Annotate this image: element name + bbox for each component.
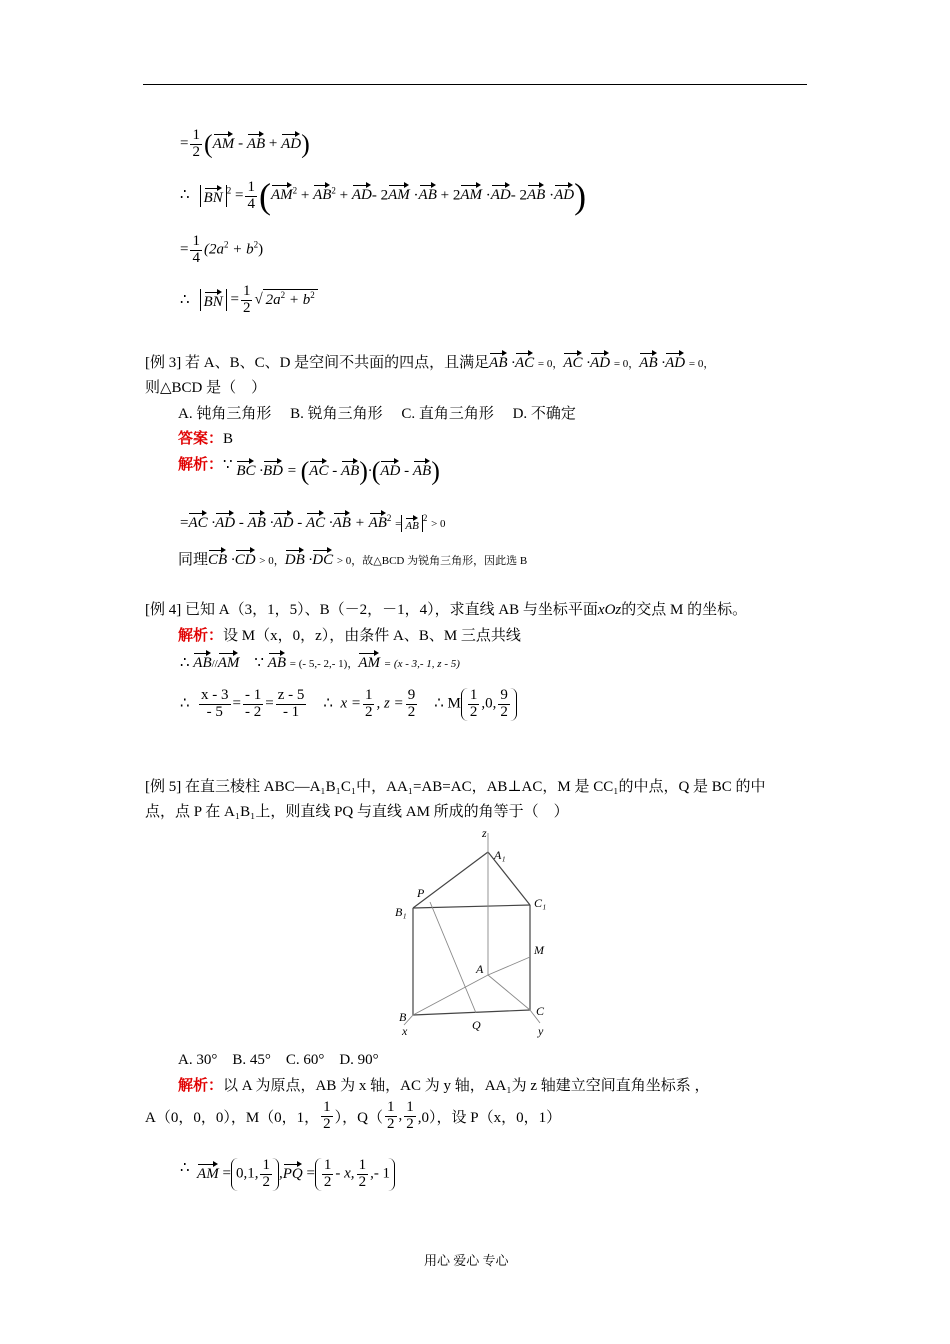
ex3-options: A. 钝角三角形 B. 锐角三角形 C. 直角三角形 D. 不确定 xyxy=(178,406,576,422)
ex3-expand: =AC ·AD - AB ·AD - AC $\cdot AB + AB^2 = AB^2 > 0$ xyxy=(180,510,446,532)
eq-line-2: ∴ BN $^2$ = $\frac{1}{4}$ ($AM^2 + AB^2 + AD-$ 2AM ·AB + 2AM ·AD- 2AB ·AD) xyxy=(180,176,587,216)
line-pq xyxy=(430,902,476,1013)
ex5-coords: A（0，0，0），M（0，1， $\frac{1}{2}$ ），Q（ $\frac{1}{2}$ , $\frac{1}{2}$ ,0），设 P（x，0，1） xyxy=(145,1099,562,1132)
label-b1: B₁ xyxy=(395,905,407,919)
edge-ac xyxy=(488,975,530,1010)
eq-line-4: ∴ BN = $\frac{1}{2}$ √ $2a^2 + b^2$ xyxy=(180,284,318,317)
line-am xyxy=(488,957,530,975)
label-z: z xyxy=(482,826,487,840)
label-b: B xyxy=(399,1010,407,1024)
ex5-analysis: 解析：以 A 为原点，AB 为 x 轴，AC 为 y 轴，AA₁为 z 轴建立空间直角坐标系 ， xyxy=(178,1078,710,1094)
label-c1: C₁ xyxy=(534,896,547,910)
label-y: y xyxy=(538,1024,544,1038)
eq-line-1: = $\frac{1}{2}$ (AM - AB + AD) xyxy=(180,127,310,160)
ex4-ratios: ∴ $\frac{x - 3}{- 5}$ = $\frac{- 1}{- 2}$ = $\frac{z - 5}{- 1}$ ∴ x = $\frac{1}{2}$ , z = $\frac{9}{2}$ ∴ M $\frac{1}{2}$ ,0, $\frac{9}{2}$ xyxy=(180,688,517,721)
ex4-analysis: 解析：设 M（x，0，z），由条件 A、B、M 三点共线 xyxy=(178,628,521,644)
ex3-title: [例 3] 若 A、B、C、D 是空间不共面的四点，且满足AB ·AC = 0，AC ·AD = 0，AB ·AD = 0， xyxy=(145,350,714,372)
ex5-title: [例 5] 在直三棱柱 ABC—A₁B₁C₁中，AA₁=AB=AC，AB⊥AC，M 是 CC₁的中点，Q 是 BC 的中 xyxy=(145,779,766,795)
label-a: A xyxy=(476,962,484,976)
ex4-collinear: ∴ AB//AM ∵ AB = (- 5,- 2,- 1)，AM = (x - 3,- 1, z - 5) xyxy=(180,650,460,672)
ex3-conclusion: 同理CB ·CD > 0，DB ·DC > 0，故△BCD 为锐角三角形，因此选 B xyxy=(178,547,527,569)
edge-bc xyxy=(413,1010,530,1015)
ex5-vectors: ∴ AM = 0,1, $\frac{1}{2}$ ,PQ = $\frac{1}{2}$ - x, $\frac{1}{2}$ ,- 1 xyxy=(180,1158,395,1191)
ex3-title2: 则△BCD 是（ ） xyxy=(145,380,267,396)
ex3-analysis: 解析：∵ BC ·BD = (AC - AB)·(AD - AB) xyxy=(178,456,440,486)
label-p: P xyxy=(417,886,425,900)
eq-line-3: = $\frac{1}{4}$ $(2a^2 + b^2)$ xyxy=(180,233,264,266)
ex5-title2: 点，点 P 在 A₁B₁上，则直线 PQ 与直线 AM 所成的角等于（ ） xyxy=(145,804,569,820)
edge-b1c1 xyxy=(413,905,530,908)
label-m: M xyxy=(534,943,544,957)
label-q: Q xyxy=(472,1018,481,1032)
ex4-title: [例 4] 已知 A（3，1，5）、B（－2，－1，4），求直线 AB 与坐标平面xOz的交点 M 的坐标。 xyxy=(145,602,748,618)
edge-ab xyxy=(413,975,488,1015)
prism-figure xyxy=(390,825,570,1040)
label-x: x xyxy=(402,1024,408,1038)
label-a1: A₁ xyxy=(494,848,506,862)
ex5-options: A. 30° B. 45° C. 60° D. 90° xyxy=(178,1052,379,1068)
page-footer: 用心 爱心 专心 xyxy=(424,1253,509,1268)
header-rule xyxy=(143,84,807,85)
ex3-answer: 答案：B xyxy=(178,431,234,447)
label-c: C xyxy=(536,1004,545,1018)
